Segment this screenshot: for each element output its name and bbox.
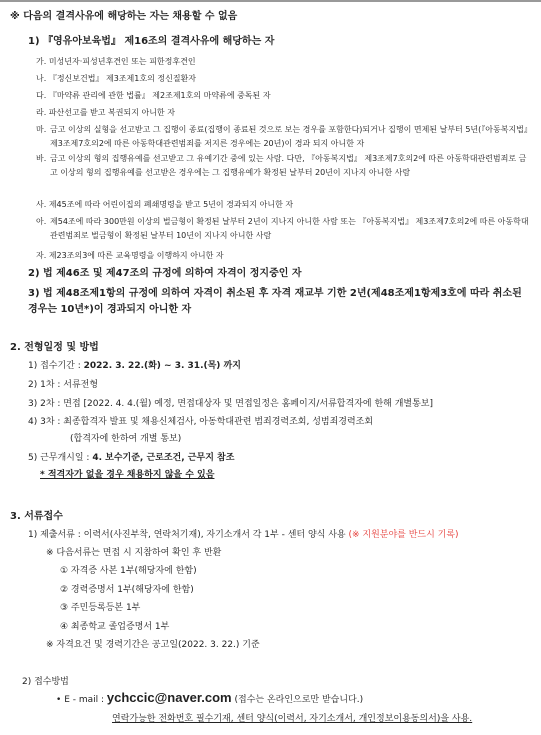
disq-item: 가. 미성년자·피성년후견인 또는 피한정후견인 [36,57,196,66]
disq-item: 나. 『정신보건법』 제3조제1호의 정신질환자 [36,74,197,83]
disq-item-text: 금고 이상의 실형을 선고받고 그 집행이 종료(집행이 종료된 것으로 보는 경우를 포함한다)되거나 집행이 면제된 날부터 5년(『아동복지법』 제3조제7호의2에 따른 아동학대관련범죄를 저지른 경우에는 20년)이 경과 되지 아니한 자 [50,125,532,148]
documents-list-item: ③ 주민등록등본 1부 [60,603,141,613]
disq-item-mark: 마. [36,125,47,134]
disq-item-text: 제54조에 따라 300만원 이상의 벌금형이 확정된 날부터 2년이 지나지 아니한 사람 또는 『아동복지법』 제3조제7호의2에 따른 아동학대관련범죄로 벌금형이 확정된 날부터 10년이 지나지 아니한 사람 [50,217,529,240]
documents-intro: 1) 제출서류 : 이력서(사진부착, 연락처기재), 자기소개서 각 1부 - 센터 양식 사용 (※ 지원분야를 반드시 기록) [28,530,459,540]
documents-heading: 3. 서류접수 [10,511,63,522]
schedule-item: 5) 근무개시일 : 4. 보수기준, 근로조건, 근무지 참조 [28,453,235,463]
schedule-warning: * 적격자가 없을 경우 채용하지 않을 수 있음 [40,470,215,480]
documents-note: ※ 자격요건 및 경력기간은 공고일(2022. 3. 22.) 기준 [46,640,260,650]
schedule-item: 2) 1차 : 서류전형 [28,380,99,390]
disq-item-mark: 아. [36,217,47,226]
documents-list-item: ④ 최종학교 졸업증명서 1부 [60,622,170,632]
disq-item: 사. 제45조에 따라 어린이집의 폐쇄명령을 받고 5년이 경과되지 아니한 자 [36,200,294,209]
documents-list-item: ① 자격증 사본 1부(해당자에 한함) [60,566,197,576]
disq-item: 라. 파산선고를 받고 복권되지 아니한 자 [36,108,175,117]
disqualification-subheading: 2) 법 제46조 및 제47조의 규정에 의하여 자격이 정지중인 자 [28,268,302,279]
disq-item: 다. 『마약류 관리에 관한 법률』 제2조제1호의 마약류에 중독된 자 [36,91,271,100]
schedule-item: 1) 접수기간 : 2022. 3. 22.(화) ~ 3. 31.(목) 까지 [28,361,241,371]
schedule-item: 3) 2차 : 면접 [2022. 4. 4.(월) 예정, 면접대상자 및 면접일정은 홈페이지/서류합격자에 한해 개별통보] [28,399,433,409]
submission-note: 연락가능한 전화번호 필수기재, 센터 양식(이력서, 자기소개서, 개인정보이용동의서)을 사용. [112,714,473,724]
disqualification-subheading: 3) 법 제48조제1항의 규정에 의하여 자격이 취소된 후 자격 재교부 기한 2년(제48조제1항제3호에 따라 취소된 경우는 10년*)이 경과되지 아니한 자 [28,288,522,315]
disq-item: 자. 제23조의3에 따른 교육명령을 이행하지 아니한 자 [36,251,224,260]
disq-item-mark: 바. [36,154,47,163]
top-border [0,0,541,2]
disqualification-subheading: 1) 『영유아보육법』 제16조의 결격사유에 해당하는 자 [28,36,275,47]
documents-note: ※ 다음서류는 면접 시 지참하여 확인 후 반환 [46,548,222,558]
documents-list-item: ② 경력증명서 1부(해당자에 한함) [60,585,194,595]
email-line: • E - mail : ychccic@naver.com (접수는 온라인으로만 받습니다.) [56,690,364,705]
submission-method-heading: 2) 접수방법 [22,677,69,687]
email-address[interactable]: ychccic@naver.com [106,690,232,705]
disq-item-text: 금고 이상의 형의 집행유예를 선고받고 그 유예기간 중에 있는 사람. 다만, 『아동복지법』 제3조제7호의2에 따른 아동학대관련범죄로 금고 이상의 형의 집행유예를 선고받은 경우에는 그 집행유예가 확정된 날부터 20년이 지나지 아니한 사람 [50,154,527,177]
schedule-item-note: (합격자에 한하여 개별 통보) [70,434,182,444]
schedule-item: 4) 3차 : 최종합격자 발표 및 채용신체검사, 아동학대관련 범죄경력조회, 성범죄경력조회 [28,417,374,427]
bullet: • [56,695,62,705]
disqualification-heading: ※ 다음의 결격사유에 해당하는 자는 채용할 수 없음 [10,11,238,22]
schedule-heading: 2. 전형일정 및 방법 [10,342,99,353]
